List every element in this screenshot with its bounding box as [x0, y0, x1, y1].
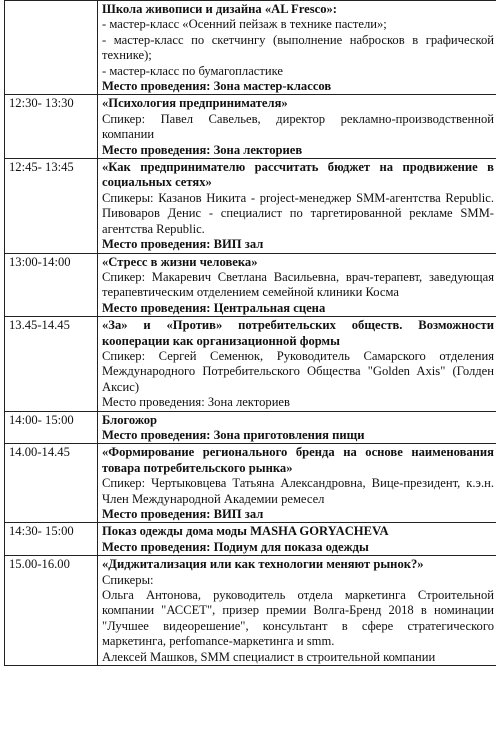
event-venue: Место проведения: ВИП зал — [102, 237, 264, 252]
event-title: «Формирование регионального бренда на основе наименования товара потребительского рынка» — [102, 445, 494, 475]
event-cell — [98, 411, 497, 444]
event-description: Спикер: Чертыковцева Татьяна Александровна, Вице-президент, к.э.н. Член Международной Академии ремесел — [102, 476, 494, 506]
time-cell: 12:30- 13:30 — [5, 95, 98, 159]
event-cell — [98, 1, 497, 95]
time-cell: 12:45- 13:45 — [5, 159, 98, 253]
event-cell — [98, 95, 497, 159]
event-description: Алексей Машков, SMM специалист в строительной компании — [102, 649, 436, 664]
event-venue: Место проведения: Зона лекториев — [102, 142, 303, 157]
event-description: - мастер-класс по бумагопластике — [102, 63, 284, 78]
schedule-row — [5, 556, 497, 666]
schedule-row — [5, 253, 497, 317]
event-cell — [98, 556, 497, 666]
time-cell: 15.00-16.00 — [5, 556, 98, 666]
event-title: Блогожор — [102, 412, 158, 427]
event-title: Школа живописи и дизайна «AL Fresco»: — [102, 2, 337, 16]
schedule-row — [5, 523, 497, 556]
event-description: - мастер-класс «Осенний пейзаж в технике пастели»; — [102, 17, 387, 32]
event-cell — [98, 523, 497, 556]
event-cell — [98, 253, 497, 317]
time-cell: 13.45-14.45 — [5, 317, 98, 411]
event-description: - мастер-класс по скетчингу (выполнение набросков в графической технике); — [102, 32, 494, 63]
event-cell — [98, 159, 497, 253]
event-venue: Место проведения: Зона приготовления пищи — [102, 427, 365, 442]
time-cell: 14:30- 15:00 — [5, 523, 98, 556]
event-description: Ольга Антонова, руководитель отдела маркетинга Строительной компании "АССЕТ", призер премии Волга-Бренд 2018 в номинации "Лучшее видеорешение", консультант в сфере стратегического маркетинга, perfomance-маркетинга и smm. — [102, 588, 494, 649]
event-venue: Место проведения: Зона лекториев — [102, 395, 290, 410]
schedule-row — [5, 95, 497, 159]
event-cell — [98, 317, 497, 411]
event-venue: Место проведения: ВИП зал — [102, 507, 264, 521]
event-venue: Место проведения: Центральная сцена — [102, 300, 326, 315]
event-description: Спикеры: Казанов Никита - project-менеджер SMM-агентства Republic. Пивоваров Денис - специалист по таргетированной рекламе SMM-агентства Republic. — [102, 190, 494, 236]
event-venue: Место проведения: Подиум для показа одежды — [102, 539, 369, 554]
time-cell: 14.00-14.45 — [5, 444, 98, 523]
event-title: «Диджитализация или как технологии меняют рынок?» — [102, 557, 424, 572]
time-cell: 13:00-14:00 — [5, 253, 98, 317]
time-cell — [5, 1, 98, 95]
schedule-row — [5, 159, 497, 253]
schedule-row — [5, 411, 497, 444]
event-cell — [98, 444, 497, 523]
event-description: Спикер: Макаревич Светлана Васильевна, врач-терапевт, заведующая терапевтическим отделением семейной клиники Косма — [102, 269, 494, 300]
event-description: Спикер: Павел Савельев, директор рекламно-производственной компании — [102, 111, 494, 142]
time-cell: 14:00- 15:00 — [5, 411, 98, 444]
event-description: Спикер: Сергей Семенюк, Руководитель Самарского отделения Международного Потребительского Общества "Golden Axis" (Голден Аксис) — [102, 348, 494, 394]
schedule-page — [4, 0, 496, 751]
schedule-row — [5, 317, 497, 411]
event-title: «Стресс в жизни человека» — [102, 254, 258, 269]
event-title: «Как предпринимателю рассчитать бюджет на продвижение в социальных сетях» — [102, 160, 494, 190]
event-title: «За» и «Против» потребительских обществ. Возможности кооперации как организационной формы — [102, 318, 494, 348]
event-title: «Психология предпринимателя» — [102, 96, 288, 111]
schedule-row — [5, 444, 497, 523]
event-venue: Место проведения: Зона мастер-классов — [102, 79, 332, 94]
schedule-row — [5, 1, 497, 95]
event-title: Показ одежды дома моды MASHA GORYACHEVA — [102, 524, 389, 539]
schedule-table — [4, 0, 496, 666]
event-description: Спикеры: — [102, 572, 154, 587]
